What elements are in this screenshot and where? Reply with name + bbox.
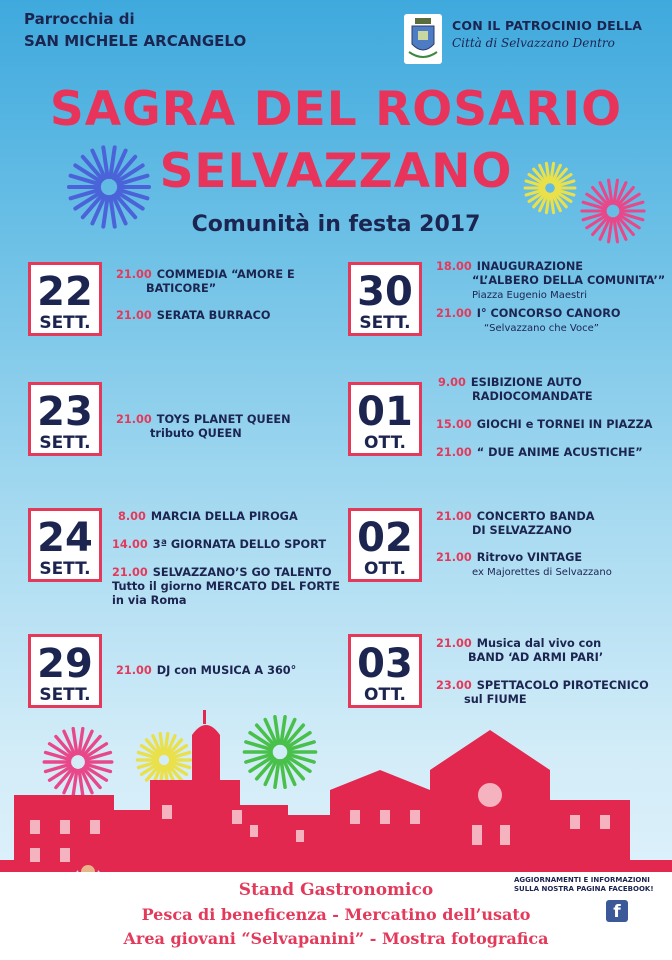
date-month: SETT. bbox=[359, 313, 411, 333]
event-text: SELVAZZANO’S GO TALENTO bbox=[152, 566, 332, 579]
event-text: TOYS PLANET QUEEN bbox=[156, 413, 291, 426]
footer-line-3: Area giovani “Selvapanini” - Mostra fotografica bbox=[123, 929, 549, 948]
schedule-item bbox=[436, 260, 665, 303]
schedule-item bbox=[436, 418, 653, 432]
date-number: 01 bbox=[357, 389, 413, 435]
facebook-note-line: SULLA NOSTRA PAGINA FACEBOOK! bbox=[514, 885, 654, 893]
date-box bbox=[28, 634, 102, 708]
schedule-item bbox=[436, 446, 643, 460]
event-time: 21.00 bbox=[436, 637, 472, 650]
parish-line-1: Parrocchia di bbox=[24, 10, 135, 28]
event-text: tributo QUEEN bbox=[150, 427, 242, 440]
event-text: BAND ‘AD ARMI PARI’ bbox=[468, 651, 604, 664]
date-number: 23 bbox=[37, 389, 93, 435]
event-subtitle: Comunità in festa 2017 bbox=[191, 212, 481, 237]
facebook-icon[interactable]: f bbox=[606, 900, 628, 922]
event-text: Musica dal vivo con bbox=[476, 637, 602, 650]
event-text: Ritrovo VINTAGE bbox=[476, 551, 583, 564]
footer-line-2: Pesca di beneficenza - Mercatino dell’usato bbox=[141, 905, 531, 924]
event-text: INAUGURAZIONE bbox=[476, 260, 584, 273]
event-text: RADIOCOMANDATE bbox=[472, 390, 593, 403]
schedule-item bbox=[118, 510, 298, 524]
event-time: 21.00 bbox=[436, 446, 472, 459]
date-month: SETT. bbox=[39, 685, 91, 705]
schedule-item bbox=[112, 566, 340, 608]
parish-name bbox=[24, 8, 246, 52]
event-text: I° CONCORSO CANORO bbox=[476, 307, 621, 320]
date-month: OTT. bbox=[364, 559, 406, 579]
event-text: BATICORE” bbox=[146, 282, 217, 295]
event-text: COMMEDIA “AMORE E bbox=[156, 268, 295, 281]
event-time: 21.00 bbox=[116, 268, 152, 281]
event-time: 9.00 bbox=[438, 376, 466, 389]
parish-line-2: SAN MICHELE ARCANGELO bbox=[24, 32, 247, 50]
event-time: 21.00 bbox=[436, 551, 472, 564]
event-location: Piazza Eugenio Maestri bbox=[472, 290, 588, 301]
date-box bbox=[348, 508, 422, 582]
event-time: 14.00 bbox=[112, 538, 148, 551]
event-text: GIOCHI e TORNEI IN PIAZZA bbox=[476, 418, 653, 431]
patronage-city: Città di Selvazzano Dentro bbox=[452, 36, 615, 50]
market-note: in via Roma bbox=[112, 594, 187, 607]
schedule-item bbox=[438, 376, 593, 404]
schedule-item bbox=[436, 551, 612, 580]
event-text: ESIBIZIONE AUTO bbox=[470, 376, 582, 389]
event-text: SERATA BURRACO bbox=[156, 309, 271, 322]
event-title-line-1: SAGRA DEL ROSARIO bbox=[49, 82, 623, 137]
date-month: OTT. bbox=[364, 433, 406, 453]
facebook-note-line: AGGIORNAMENTI E INFORMAZIONI bbox=[514, 876, 650, 884]
date-number: 03 bbox=[357, 641, 413, 687]
event-time: 21.00 bbox=[116, 413, 152, 426]
event-text: SPETTACOLO PIROTECNICO bbox=[476, 679, 649, 692]
date-box bbox=[28, 382, 102, 456]
footer-line-1: Stand Gastronomico bbox=[238, 880, 434, 900]
date-month: SETT. bbox=[39, 433, 91, 453]
date-box bbox=[28, 262, 102, 336]
event-text: 3ª GIORNATA DELLO SPORT bbox=[152, 538, 327, 551]
schedule-item bbox=[116, 309, 270, 323]
event-time: 21.00 bbox=[116, 309, 152, 322]
date-number: 22 bbox=[37, 269, 93, 315]
date-month: OTT. bbox=[364, 685, 406, 705]
event-time: 15.00 bbox=[436, 418, 472, 431]
schedule-item bbox=[436, 307, 621, 336]
event-title-line-2: SELVAZZANO bbox=[159, 144, 513, 199]
city-crest-icon bbox=[404, 14, 442, 64]
schedule-item bbox=[116, 664, 296, 678]
event-time: 18.00 bbox=[436, 260, 472, 273]
date-number: 30 bbox=[357, 269, 413, 315]
event-text: MARCIA DELLA PIROGA bbox=[150, 510, 298, 523]
schedule-item bbox=[436, 679, 649, 707]
date-month: SETT. bbox=[39, 313, 91, 333]
date-number: 24 bbox=[37, 515, 93, 561]
event-text: DI SELVAZZANO bbox=[472, 524, 572, 537]
event-time: 21.00 bbox=[436, 307, 472, 320]
event-time: 8.00 bbox=[118, 510, 146, 523]
schedule-item bbox=[112, 538, 326, 552]
event-time: 21.00 bbox=[112, 566, 148, 579]
event-text: sul FIUME bbox=[464, 693, 527, 706]
market-note: Tutto il giorno MERCATO DEL FORTE bbox=[112, 580, 340, 593]
event-time: 23.00 bbox=[436, 679, 472, 692]
event-time: 21.00 bbox=[116, 664, 152, 677]
date-box bbox=[348, 634, 422, 708]
event-text: “L’ALBERO DELLA COMUNITA’” bbox=[472, 274, 666, 287]
event-text: DJ con MUSICA A 360° bbox=[156, 664, 297, 677]
event-text: “ DUE ANIME ACUSTICHE” bbox=[476, 446, 643, 459]
event-text: “Selvazzano che Voce” bbox=[484, 323, 599, 334]
date-box bbox=[348, 382, 422, 456]
date-number: 29 bbox=[37, 641, 93, 687]
event-time: 21.00 bbox=[436, 510, 472, 523]
schedule-item bbox=[436, 510, 594, 538]
patronage-label: CON IL PATROCINIO DELLA bbox=[452, 18, 643, 33]
event-text: CONCERTO BANDA bbox=[476, 510, 595, 523]
event-text: ex Majorettes di Selvazzano bbox=[472, 567, 612, 578]
schedule-item bbox=[436, 637, 603, 665]
date-number: 02 bbox=[357, 515, 413, 561]
date-box bbox=[28, 508, 102, 582]
date-box bbox=[348, 262, 422, 336]
date-month: SETT. bbox=[39, 559, 91, 579]
schedule-item bbox=[116, 268, 295, 296]
schedule-item bbox=[116, 413, 291, 441]
